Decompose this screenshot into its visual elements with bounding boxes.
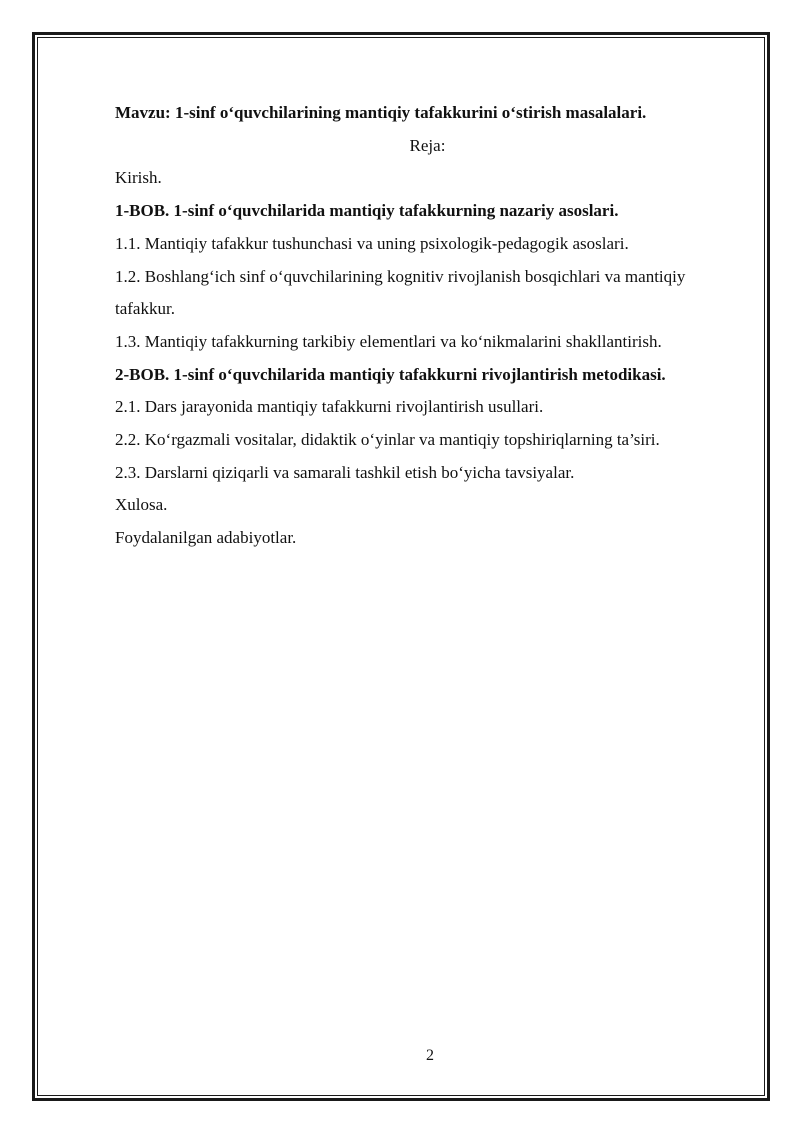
- plan-item-section-1-2: 1.2. Boshlang‘ich sinf o‘quvchilarining kognitiv rivojlanish bosqichlari va mantiqiy tafakkur.: [115, 266, 686, 319]
- plan-item-section-2-1: 2.1. Dars jarayonida mantiqiy tafakkurni rivojlantirish usullari.: [115, 397, 544, 417]
- plan-heading: Reja:: [409, 135, 446, 155]
- plan-item-chapter-2: 2-BOB. 1-sinf o‘quvchilarida mantiqiy tafakkurni rivojlantirish metodikasi.: [115, 364, 666, 384]
- document-title: Mavzu: 1-sinf o‘quvchilarining mantiqiy tafakkurini o‘stirish masalalari.: [115, 103, 647, 122]
- plan-item-section-2-3: 2.3. Darslarni qiziqarli va samarali tashkil etish bo‘yicha tavsiyalar.: [115, 462, 575, 482]
- plan-item-section-1-1: 1.1. Mantiqiy tafakkur tushunchasi va uning psixologik-pedagogik asoslari.: [115, 233, 629, 253]
- plan-item-section-1-3: 1.3. Mantiqiy tafakkurning tarkibiy elementlari va ko‘nikmalarini shakllantirish.: [115, 331, 662, 351]
- plan-item-chapter-1: 1-BOB. 1-sinf o‘quvchilarida mantiqiy tafakkurning nazariy asoslari.: [115, 201, 619, 221]
- plan-item-conclusion: Xulosa.: [115, 495, 168, 515]
- plan-item-introduction: Kirish.: [115, 168, 162, 188]
- plan-item-section-2-2: 2.2. Ko‘rgazmali vositalar, didaktik o‘yinlar va mantiqiy topshiriqlarning ta’siri.: [115, 430, 660, 450]
- document-body: [115, 97, 755, 555]
- plan-item-references: Foydalanilgan adabiyotlar.: [115, 528, 297, 548]
- page-number: 2: [426, 1047, 434, 1064]
